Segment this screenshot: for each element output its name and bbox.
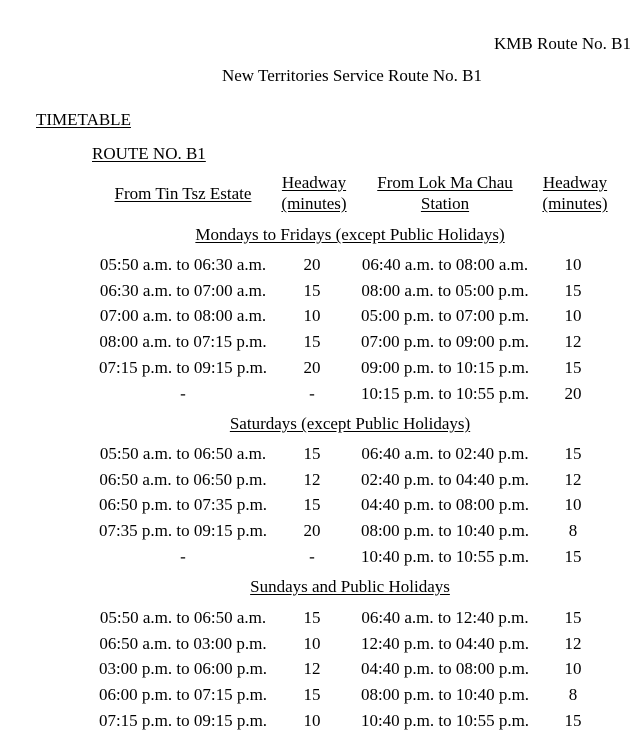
time-range-from-tin-tsz: 06:50 p.m. to 07:35 p.m. — [98, 495, 268, 515]
time-range-from-tin-tsz: - — [180, 383, 186, 403]
headway-from-lok-ma-chau: 15 — [564, 357, 582, 377]
time-range-from-lok-ma-chau: 10:40 p.m. to 10:55 p.m. — [360, 710, 530, 730]
headway-from-lok-ma-chau: 8 — [568, 521, 578, 541]
headway-from-lok-ma-chau: 15 — [564, 710, 582, 730]
time-range-from-lok-ma-chau: 07:00 p.m. to 09:00 p.m. — [360, 332, 530, 352]
section-title: TIMETABLE — [36, 110, 131, 129]
headway-from-tin-tsz: 10 — [303, 710, 321, 730]
time-range-from-tin-tsz: 05:50 a.m. to 06:50 a.m. — [99, 608, 267, 627]
time-range-from-tin-tsz: 05:50 a.m. to 06:30 a.m. — [99, 255, 267, 274]
headway-from-tin-tsz: 12 — [303, 659, 321, 679]
headway-from-tin-tsz: 20 — [303, 521, 321, 541]
headway-from-lok-ma-chau: 12 — [564, 633, 582, 653]
time-range-from-lok-ma-chau: 04:40 p.m. to 08:00 p.m. — [360, 495, 530, 515]
headway-from-tin-tsz: 10 — [303, 633, 321, 653]
column-header-from-tin-tsz: From Tin Tsz Estate — [114, 184, 252, 203]
time-range-from-lok-ma-chau: 08:00 a.m. to 05:00 p.m. — [361, 280, 529, 300]
column-header-headway-b-unit: (minutes) — [542, 194, 608, 213]
headway-from-lok-ma-chau: 10 — [564, 495, 582, 515]
column-header-from-lok-ma-chau: From Lok Ma Chau — [377, 173, 513, 192]
schedule-title: Saturdays (except Public Holidays) — [229, 414, 471, 433]
headway-from-lok-ma-chau: 15 — [564, 280, 582, 300]
headway-from-lok-ma-chau: 15 — [564, 546, 582, 566]
time-range-from-lok-ma-chau: 08:00 p.m. to 10:40 p.m. — [360, 685, 530, 705]
time-range-from-tin-tsz: 07:15 p.m. to 09:15 p.m. — [98, 710, 268, 730]
time-range-from-lok-ma-chau: 10:15 p.m. to 10:55 p.m. — [360, 383, 530, 403]
headway-from-lok-ma-chau: 15 — [564, 608, 582, 627]
time-range-from-lok-ma-chau: 10:40 p.m. to 10:55 p.m. — [360, 546, 530, 566]
headway-from-lok-ma-chau: 20 — [564, 383, 582, 403]
time-range-from-tin-tsz: 06:30 a.m. to 07:00 a.m. — [99, 280, 267, 300]
headway-from-tin-tsz: 15 — [303, 332, 321, 352]
headway-from-lok-ma-chau: 10 — [564, 255, 582, 274]
schedule-title: Sundays and Public Holidays — [250, 577, 450, 596]
headway-from-lok-ma-chau: 10 — [564, 306, 582, 326]
time-range-from-tin-tsz: 05:50 a.m. to 06:50 a.m. — [99, 444, 267, 463]
headway-from-tin-tsz: 10 — [303, 306, 321, 326]
headway-from-tin-tsz: 15 — [303, 608, 321, 627]
headway-from-tin-tsz: 15 — [303, 444, 321, 463]
headway-from-tin-tsz: 15 — [303, 495, 321, 515]
time-range-from-tin-tsz: 06:00 p.m. to 07:15 p.m. — [98, 685, 268, 705]
time-range-from-tin-tsz: 07:15 p.m. to 09:15 p.m. — [98, 357, 268, 377]
time-range-from-lok-ma-chau: 06:40 a.m. to 08:00 a.m. — [361, 255, 529, 274]
headway-from-tin-tsz: 20 — [303, 357, 321, 377]
time-range-from-tin-tsz: 07:00 a.m. to 08:00 a.m. — [99, 306, 267, 326]
schedule-title: Mondays to Fridays (except Public Holidays) — [195, 225, 505, 244]
time-range-from-lok-ma-chau: 09:00 p.m. to 10:15 p.m. — [360, 357, 530, 377]
time-range-from-lok-ma-chau: 05:00 p.m. to 07:00 p.m. — [360, 306, 530, 326]
headway-from-tin-tsz: 12 — [303, 469, 321, 489]
time-range-from-lok-ma-chau: 04:40 p.m. to 08:00 p.m. — [360, 659, 530, 679]
column-header-headway-a: Headway — [281, 173, 347, 192]
time-range-from-tin-tsz: - — [180, 546, 186, 566]
headway-from-lok-ma-chau: 10 — [564, 659, 582, 679]
headway-from-tin-tsz: 20 — [303, 255, 321, 274]
headway-from-lok-ma-chau: 12 — [564, 469, 582, 489]
time-range-from-tin-tsz: 06:50 a.m. to 06:50 p.m. — [99, 469, 267, 489]
time-range-from-lok-ma-chau: 02:40 p.m. to 04:40 p.m. — [360, 469, 530, 489]
headway-from-tin-tsz: 15 — [303, 685, 321, 705]
headway-from-tin-tsz: 15 — [303, 280, 321, 300]
time-range-from-tin-tsz: 06:50 a.m. to 03:00 p.m. — [99, 633, 267, 653]
column-header-headway-a-unit: (minutes) — [281, 194, 347, 213]
headway-from-lok-ma-chau: 8 — [568, 685, 578, 705]
headway-from-lok-ma-chau: 12 — [564, 332, 582, 352]
page-subtitle: New Territories Service Route No. B1 — [221, 66, 483, 85]
route-label: ROUTE NO. B1 — [92, 144, 206, 163]
column-header-headway-b: Headway — [542, 173, 608, 192]
time-range-from-lok-ma-chau: 08:00 p.m. to 10:40 p.m. — [360, 521, 530, 541]
time-range-from-lok-ma-chau: 12:40 p.m. to 04:40 p.m. — [360, 633, 530, 653]
route-reference: KMB Route No. B1 — [494, 34, 631, 53]
time-range-from-tin-tsz: 07:35 p.m. to 09:15 p.m. — [98, 521, 268, 541]
time-range-from-lok-ma-chau: 06:40 a.m. to 12:40 p.m. — [361, 608, 529, 627]
time-range-from-tin-tsz: 08:00 a.m. to 07:15 p.m. — [99, 332, 267, 352]
time-range-from-lok-ma-chau: 06:40 a.m. to 02:40 p.m. — [361, 444, 529, 463]
headway-from-lok-ma-chau: 15 — [564, 444, 582, 463]
column-header-from-lok-ma-chau-station: Station — [420, 194, 470, 213]
time-range-from-tin-tsz: 03:00 p.m. to 06:00 p.m. — [98, 659, 268, 679]
headway-from-tin-tsz: - — [309, 546, 315, 566]
headway-from-tin-tsz: - — [309, 383, 315, 403]
